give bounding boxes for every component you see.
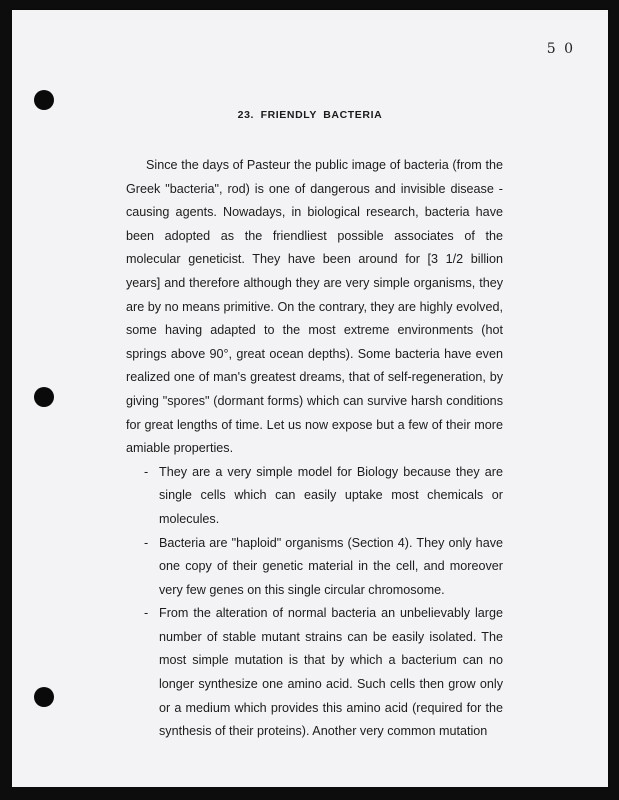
document-page [12,10,608,787]
list-item-text: From the alteration of normal bacteria an unbelievably large number of stable mutant strains can be easily isolated. The most simple mutation is that by which a bacterium can no longer synthesize one amino acid. Such cells then grow only or a medium which provides this amino acid (required for the synthesis of their proteins). Another very common mutation [159,606,503,739]
page-number: 5 0 [546,41,575,57]
property-list [126,461,503,744]
intro-paragraph: Since the days of Pasteur the public image of bacteria (from the Greek "bacteria", rod) is one of dangerous and invisible disease -causing agents. Nowadays, in biological research, bacteria have been adopted as the friendliest possible associates of the molecular geneticist. They have been around for [3 1/2 billion years] and therefore although they are very simple organisms, they are by no means primitive. On the contrary, they are highly evolved, some having adapted to the most extreme environments (hot springs above 90°, great ocean depths). Some bacteria have even realized one of man's greatest dreams, that of self-regeneration, by giving "spores" (dormant forms) which can survive harsh conditions for great lengths of time. Let us now expose but a few of their more amiable properties. [126,158,503,456]
list-item-text: They are a very simple model for Biology because they are single cells which can easily uptake most chemicals or molecules. [159,464,503,526]
body-text [126,154,503,744]
list-marker: - [144,464,149,479]
list-item [126,602,503,744]
list-item [126,532,503,603]
list-item-text: Bacteria are "haploid" organisms (Section 4). They only have one copy of their genetic material in the cell, and moreover very few genes on this single circular chromosome. [159,535,503,597]
list-marker: - [144,535,149,550]
section-title: 23. FRIENDLY BACTERIA [237,109,383,121]
binder-hole-bottom [34,687,54,707]
list-marker: - [144,606,149,621]
binder-hole-middle [34,387,54,407]
binder-hole-top [34,90,54,110]
list-item [126,461,503,532]
